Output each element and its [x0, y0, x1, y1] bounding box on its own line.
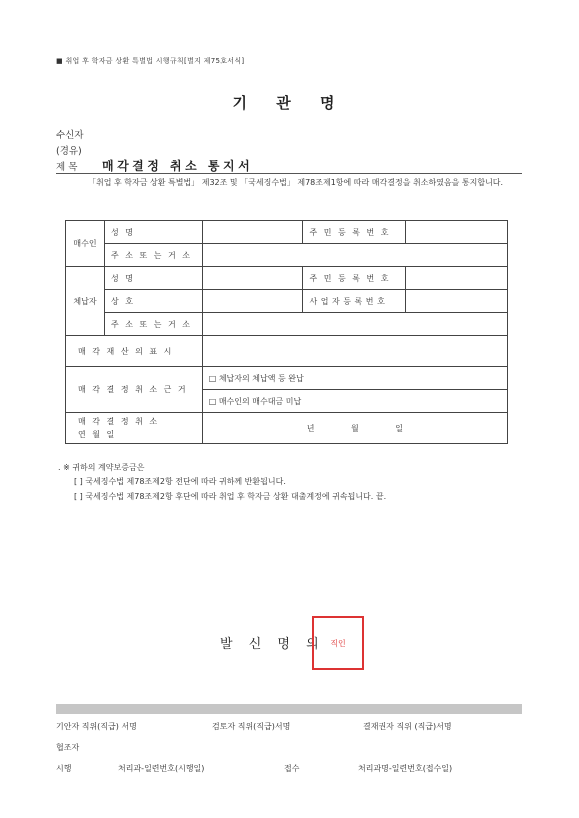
subject-label: 제 목	[56, 162, 78, 173]
debtor-id-value	[406, 267, 508, 290]
reviewer-label: 검토자 직위(직급)서명	[212, 722, 291, 731]
buyer-name-value	[202, 221, 303, 244]
cancel-date-value: 년 월 일	[202, 413, 507, 444]
property-value	[202, 336, 507, 367]
debtor-address-value	[202, 313, 507, 336]
seal-label: 직인	[330, 638, 346, 648]
notice-table	[65, 220, 508, 444]
deposit-option-return: [ ] 국세징수법 제78조제2항 전단에 따라 귀하께 반환됩니다.	[74, 477, 286, 486]
buyer-id-label: 주 민 등 록 번 호	[303, 221, 406, 244]
recipient-label: 수신자	[56, 130, 84, 141]
deposit-note-intro: . ※ 귀하의 계약보증금은	[58, 463, 145, 472]
property-label: 매 각 재 산 의 표 시	[66, 336, 203, 367]
debtor-section-label: 체납자	[66, 267, 105, 336]
debtor-address-label: 주 소 또 는 거 소	[104, 313, 202, 336]
buyer-address-value	[202, 244, 507, 267]
debtor-id-label: 주 민 등 록 번 호	[303, 267, 406, 290]
deposit-option-forfeit: [ ] 국세징수법 제78조제2항 후단에 따라 취업 후 학자금 상환 대출계정에 귀속됩니다. 끝.	[74, 492, 387, 501]
buyer-id-value	[406, 221, 508, 244]
debtor-trade-label: 상 호	[104, 290, 202, 313]
approver-label: 결재권자 직위 (직급)서명	[363, 722, 452, 731]
reason-label: 매 각 결 정 취 소 근 거	[66, 367, 203, 413]
cancel-date-label-line2: 연 월 일	[78, 430, 117, 439]
official-seal	[312, 616, 364, 670]
enforce-label: 시행	[56, 764, 72, 773]
receipt-label: 접수	[284, 764, 300, 773]
buyer-name-label: 성 명	[104, 221, 202, 244]
receipt-number-label: 처리과명-일련번호(접수일)	[358, 764, 453, 773]
reason-option-1: □ 체납자의 체납액 등 완납	[202, 367, 507, 390]
debtor-bizno-label: 사 업 자 등 록 번 호	[303, 290, 406, 313]
buyer-section-label: 매수인	[66, 221, 105, 267]
footer-divider	[56, 704, 522, 714]
subject-title: 매각결정 취소 통지서	[102, 159, 254, 173]
debtor-name-value	[202, 267, 303, 290]
debtor-trade-value	[202, 290, 303, 313]
cancel-date-label-line1: 매 각 결 정 취 소	[78, 417, 160, 426]
body-text: 「취업 후 학자금 상환 특별법」 제32조 및 「국세징수법」 제78조제1항에 따라 매각결정을 취소하였음을 통지합니다.	[88, 178, 504, 187]
cooperator-label: 협조자	[56, 743, 80, 752]
sender-title: 발 신 명 의	[220, 637, 325, 652]
via-label: (경유)	[56, 146, 82, 157]
drafter-label: 기안자 직위(직급) 서명	[56, 722, 137, 731]
form-label: ■ 취업 후 학자금 상환 특별법 시행규칙[별지 제75호서식]	[56, 57, 245, 65]
organization-title: 기 관 명	[232, 94, 347, 112]
debtor-name-label: 성 명	[104, 267, 202, 290]
buyer-address-label: 주 소 또 는 거 소	[104, 244, 202, 267]
reason-option-2: □ 매수인의 매수대금 미납	[202, 390, 507, 413]
cancel-date-label	[66, 413, 203, 444]
debtor-bizno-value	[406, 290, 508, 313]
enforce-number-label: 처리과-일련번호(시행일)	[118, 764, 205, 773]
